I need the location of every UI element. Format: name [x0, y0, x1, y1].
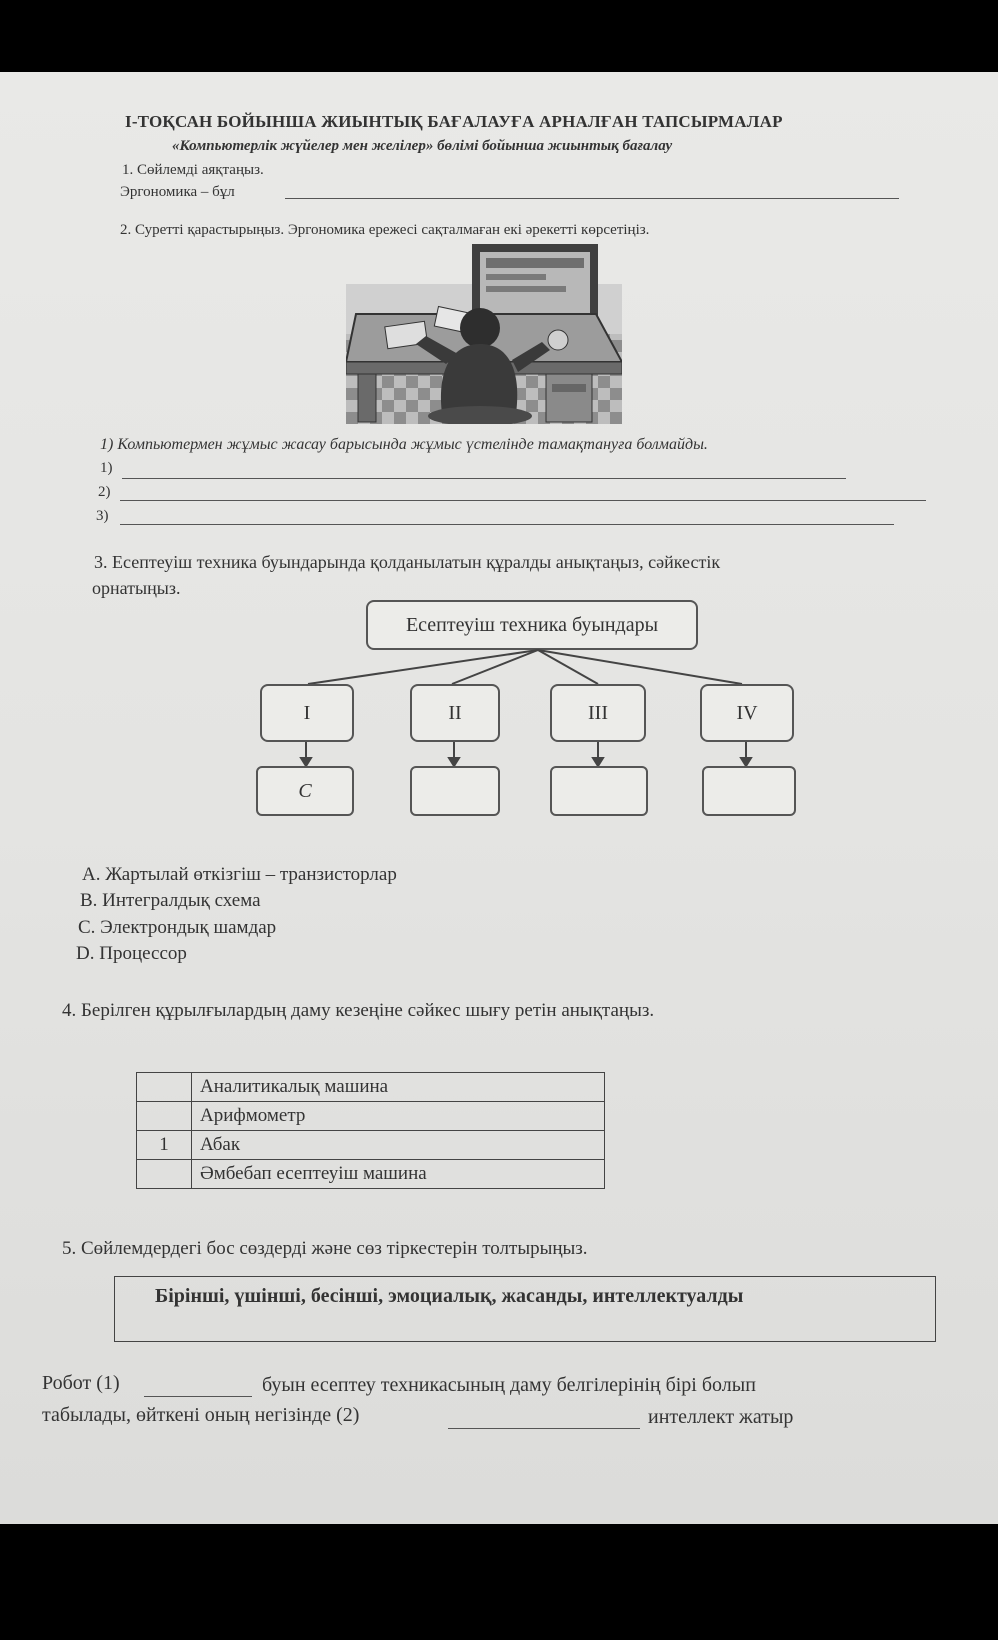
generation-box-3 — [550, 684, 646, 742]
generation-box-1 — [260, 684, 354, 742]
q2-example-answer: 1) Компьютермен жұмыс жасау барысында жұмыс үстелінде тамақтануға болмайды. — [100, 436, 708, 453]
q3-instruction-line1: 3. Есептеуіш техника буындарында қолданылатын құралды анықтаңыз, сәйкестік — [94, 552, 721, 572]
device-name-cell: Аналитикалық машина — [192, 1073, 605, 1102]
order-number-cell[interactable]: 1 — [137, 1131, 192, 1160]
q5-blank-2[interactable] — [448, 1428, 640, 1429]
table-row — [137, 1160, 605, 1189]
diagram-root-label: Есептеуіш техника буындары — [405, 613, 659, 636]
q4-instruction: 4. Берілген құрылғылардың даму кезеңіне сәйкес шығу ретін анықтаңыз. — [62, 1000, 655, 1021]
q5-instruction: 5. Сөйлемдердегі бос сөздерді және сөз тіркестерін толтырыңыз. — [62, 1238, 588, 1259]
q3-option-a: А. Жартылай өткізгіш – транзисторлар — [82, 864, 397, 885]
table-row — [137, 1131, 605, 1160]
q3-option-c: С. Электрондық шамдар — [78, 917, 277, 938]
device-name-cell: Арифмометр — [192, 1102, 605, 1131]
q5-sentence-part4: интеллект жатыр — [648, 1406, 794, 1428]
order-number-cell[interactable] — [137, 1102, 192, 1131]
generation-label-1: I — [303, 701, 311, 724]
q2-line-label-3: 3) — [96, 508, 109, 524]
device-name-cell: Абак — [192, 1131, 605, 1160]
q2-instruction: 2. Суретті қарастырыңыз. Эргономика ережесі сақталмаған екі әрекетті көрсетіңіз. — [120, 222, 650, 238]
q4-order-table — [136, 1072, 605, 1189]
order-number-cell[interactable] — [137, 1073, 192, 1102]
worksheet-subtitle: «Компьютерлік жүйелер мен желілер» бөлімі бойынша жиынтық бағалау — [172, 138, 673, 154]
answer-box-1[interactable] — [256, 766, 354, 816]
q2-line-label-2: 2) — [98, 484, 111, 500]
generation-box-4 — [700, 684, 794, 742]
q2-line-label-1: 1) — [100, 460, 113, 476]
q5-sentence-part3: табылады, өйткені оның негізінде (2) — [42, 1404, 360, 1426]
q5-blank-1[interactable] — [144, 1396, 252, 1397]
answer-box-4[interactable] — [702, 766, 796, 816]
q5-word-bank: Бірінші, үшінші, бесінші, эмоциалық, жасанды, интеллектуалды — [155, 1285, 744, 1307]
q5-sentence-part2: буын есептеу техникасының даму белгілерінің бірі болып — [262, 1374, 756, 1396]
generation-label-4: IV — [736, 701, 758, 724]
worksheet-title: І-ТОҚСАН БОЙЫНША ЖИЫНТЫҚ БАҒАЛАУҒА АРНАЛҒАН ТАПСЫРМАЛАР — [125, 112, 783, 131]
table-row — [137, 1073, 605, 1102]
generation-label-3: III — [588, 701, 608, 724]
generation-label-2: II — [448, 701, 462, 724]
answer-box-2[interactable] — [410, 766, 500, 816]
answer-value-1: C — [298, 779, 312, 802]
device-name-cell: Әмбебап есептеуіш машина — [192, 1160, 605, 1189]
q3-option-d: D. Процессор — [76, 943, 187, 964]
generation-box-2 — [410, 684, 500, 742]
q5-sentence-part1: Робот (1) — [42, 1372, 120, 1394]
q3-instruction-line2: орнатыңыз. — [92, 578, 181, 598]
worksheet-page — [0, 72, 998, 1524]
answer-box-3[interactable] — [550, 766, 648, 816]
q1-instruction: 1. Сөйлемді аяқтаңыз. — [122, 162, 264, 178]
q1-prompt: Эргономика – бұл — [120, 184, 235, 200]
order-number-cell[interactable] — [137, 1160, 192, 1189]
q5-word-bank-box — [114, 1276, 936, 1342]
q3-option-b: В. Интегралдық схема — [80, 890, 261, 911]
table-row — [137, 1102, 605, 1131]
